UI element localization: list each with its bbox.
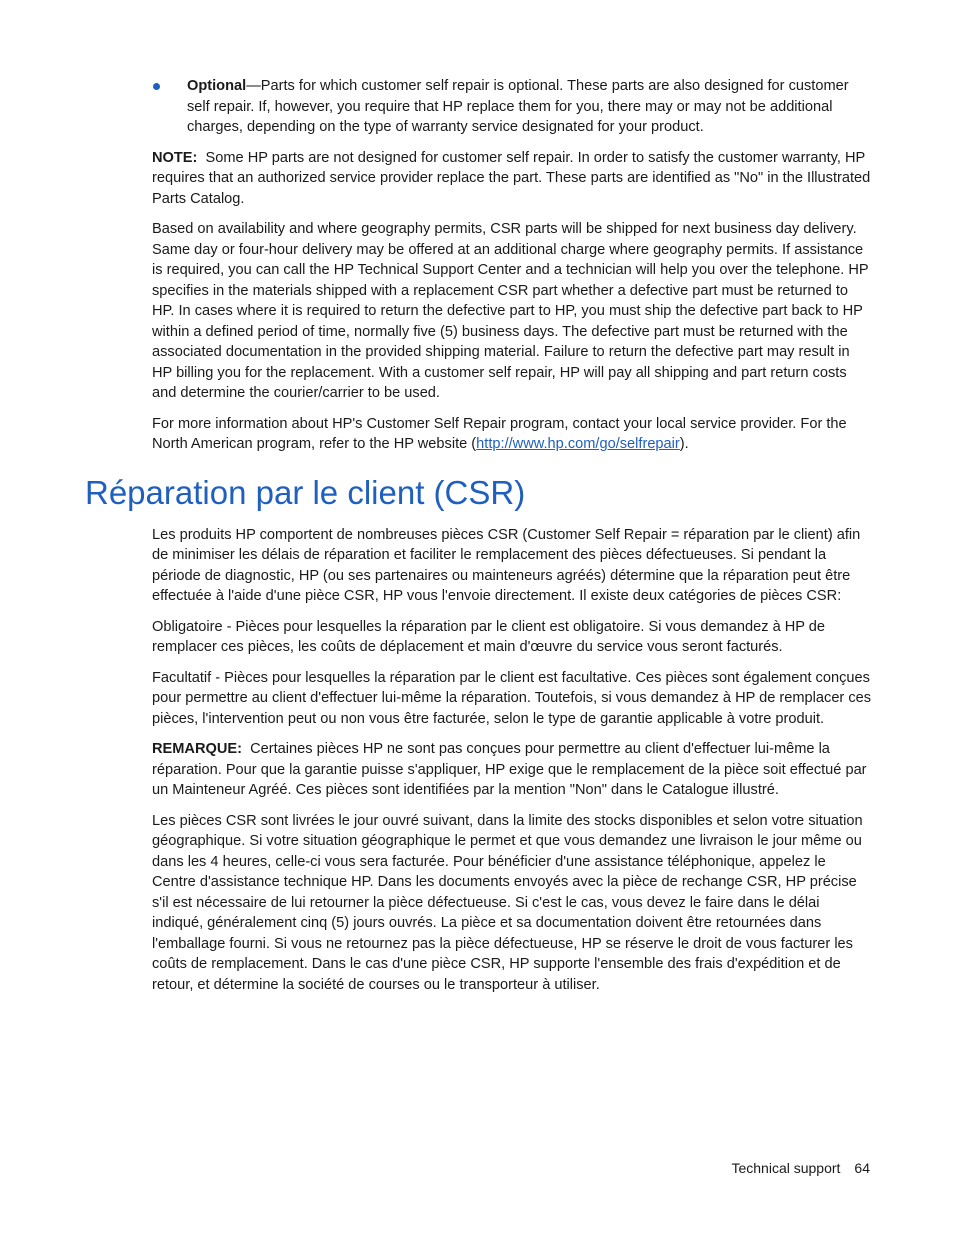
fr-mandatory-paragraph: Obligatoire - Pièces pour lesquelles la réparation par le client est obligatoire. Si vous demandez à HP de remplacer ces pièces, les coûts de déplacement et main d'œuvre du service vous seront facturés. [152, 618, 826, 655]
selfrepair-link[interactable]: http://www.hp.com/go/selfrepair [476, 436, 680, 452]
fr-optional-paragraph: Facultatif - Pièces pour lesquelles la réparation par le client est facultative. Ces pièces sont également conçues pour permettre au client d'effectuer lui-même la réparation. Toutefois, si vous demandez à HP de remplacer ces pièces, l'intervention peut ou non vous être facturée, selon le type de garantie applicable à votre produit. [152, 669, 872, 727]
note-label: NOTE: [152, 149, 198, 166]
section-heading: Réparation par le client (CSR) [85, 473, 526, 511]
optional-parts-bullet [152, 76, 872, 138]
page-content [85, 76, 872, 1005]
remark-label: REMARQUE: [152, 741, 242, 757]
fr-intro-paragraph: Les produits HP comportent de nombreuses pièces CSR (Customer Self Repair = réparation par le client) afin de minimiser les délais de réparation et faciliter le remplacement des pièces défectueuses. Si pendant la période de diagnostic, HP (ou ses partenaires ou mainteneurs agréés) détermine que la réparation peut être effectuée à l'aide d'une pièce CSR, HP vous l'envoie directement. Il existe deux catégories de pièces CSR: [152, 526, 861, 604]
remark-text: Certaines pièces HP ne sont pas conçues pour permettre au client d'effectuer lui-même la réparation. Pour que la garantie puisse s'appliquer, HP exige que le remplacement de la pièce soit effectué par un Mainteneur Agréé. Ces pièces sont identifiées par la mention "Non" dans le Catalogue illustré. [152, 741, 867, 798]
note-text: Some HP parts are not designed for customer self repair. In order to satisfy the customer warranty, HP requires that an authorized service provider replace the part. These parts are identified as "No" in the Illustrated Parts Catalog. [152, 149, 871, 207]
more-info-paragraph [152, 414, 872, 455]
optional-term: Optional [187, 78, 247, 94]
page-footer [731, 1158, 870, 1178]
note-paragraph [152, 148, 872, 210]
footer-section: Technical support [731, 1160, 841, 1176]
page-number: 64 [854, 1160, 870, 1176]
more-info-end: ). [679, 436, 689, 452]
more-info-text: For more information about HP's Customer Self Repair program, contact your local service provider. For the North American program, refer to the HP website ( [152, 415, 847, 452]
bullet-icon [153, 83, 160, 90]
fr-delivery-paragraph: Les pièces CSR sont livrées le jour ouvré suivant, dans la limite des stocks disponibles et selon votre situation géographique. Si votre situation géographique le permet et que vous demandez une livraison le jour même ou dans les 4 heures, celle-ci vous sera facturée. Pour bénéficier d'une assistance téléphonique, appelez le Centre d'assistance technique HP. Dans les documents envoyés avec la pièce de rechange CSR, HP précise s'il est nécessaire de lui retourner la pièce défectueuse. Si c'est le cas, vous devez le faire dans le délai indiqué, généralement cinq (5) jours ouvrés. La pièce et sa documentation doivent être retournées dans l'emballage fourni. Si vous ne retournez pas la pièce défectueuse, HP se réserve le droit de vous facturer les coûts de remplacement. Dans le cas d'une pièce CSR, HP supporte l'ensemble des frais d'expédition et de retour, et détermine la société de courses ou le transporteur à utiliser. [152, 812, 863, 993]
optional-text: —Parts for which customer self repair is optional. These parts are also designed for customer self repair. If, however, you require that HP replace them for you, there may or may not be additional charges, depending on the type of warranty service designated for your product. [187, 78, 849, 135]
availability-paragraph: Based on availability and where geography permits, CSR parts will be shipped for next business day delivery. Same day or four-hour delivery may be offered at an additional charge where geography permits. If assistance is required, you can call the HP Technical Support Center and a technician will help you over the telephone. HP specifies in the materials shipped with a replacement CSR part whether a defective part must be returned to HP. In cases where it is required to return the defective part to HP, you must ship the defective part back to HP within a defined period of time, normally five (5) business days. The defective part must be returned with the associated documentation in the provided shipping material. Failure to return the defective part may result in HP billing you for the replacement. With a customer self repair, HP will pay all shipping and part return costs and determine the courier/carrier to be used. [152, 221, 869, 401]
remark-paragraph [152, 739, 872, 801]
